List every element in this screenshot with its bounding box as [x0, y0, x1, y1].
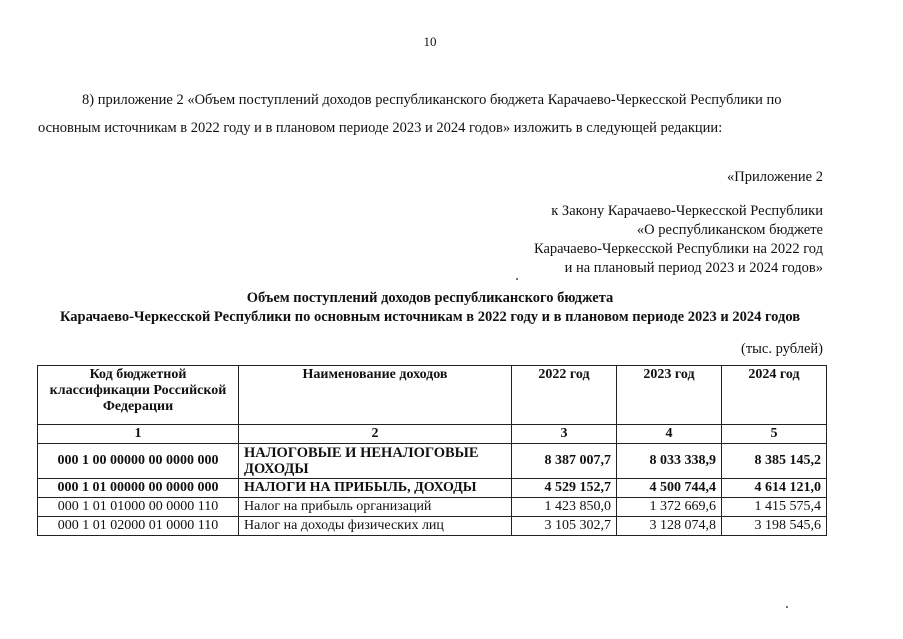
- row-value-2024: 8 385 145,2: [722, 444, 827, 479]
- intro-paragraph: [38, 86, 828, 142]
- document-title-line-2: Карачаево-Черкесской Республики по основным источникам в 2022 году и в плановом периоде 2023 и 2024 годов: [59, 309, 801, 325]
- column-number: 1: [38, 425, 239, 444]
- revenue-table: [37, 365, 827, 536]
- row-value-2022: 3 105 302,7: [512, 517, 617, 536]
- row-code: 000 1 01 00000 00 0000 000: [38, 479, 239, 498]
- appendix-law-line: «О республиканском бюджете: [636, 222, 823, 238]
- appendix-law-line: к Закону Карачаево-Черкесской Республики: [551, 203, 823, 219]
- column-number: 5: [722, 425, 827, 444]
- header-code: Код бюджетной классификации Российской Федерации: [38, 366, 239, 425]
- row-name: НАЛОГОВЫЕ И НЕНАЛОГОВЫЕ ДОХОДЫ: [239, 444, 512, 479]
- row-value-2022: 4 529 152,7: [512, 479, 617, 498]
- row-name: Налог на доходы физических лиц: [239, 517, 512, 536]
- row-code: 000 1 00 00000 00 0000 000: [38, 444, 239, 479]
- units-label: (тыс. рублей): [741, 341, 823, 357]
- row-value-2022: 8 387 007,7: [512, 444, 617, 479]
- row-value-2022: 1 423 850,0: [512, 498, 617, 517]
- row-value-2023: 8 033 338,9: [617, 444, 722, 479]
- row-value-2024: 1 415 575,4: [722, 498, 827, 517]
- document-title-line-1: Объем поступлений доходов республиканского бюджета: [246, 290, 614, 306]
- appendix-law-line: и на плановый период 2023 и 2024 годов»: [564, 260, 823, 276]
- table-header-row: [38, 366, 827, 425]
- header-2022: 2022 год: [512, 366, 617, 425]
- appendix-law-reference: [534, 202, 823, 278]
- table-row: [38, 479, 827, 498]
- header-2024: 2024 год: [722, 366, 827, 425]
- appendix-law-line: Карачаево-Черкесской Республики на 2022 год: [533, 241, 823, 257]
- column-number-row: [38, 425, 827, 444]
- row-value-2023: 3 128 074,8: [617, 517, 722, 536]
- row-value-2023: 4 500 744,4: [617, 479, 722, 498]
- intro-line-1: 8) приложение 2 «Объем поступлений доходов республиканского бюджета Карачаево-Черкесской Республики по: [82, 92, 782, 108]
- row-code: 000 1 01 01000 00 0000 110: [38, 498, 239, 517]
- row-name: НАЛОГИ НА ПРИБЫЛЬ, ДОХОДЫ: [239, 479, 512, 498]
- table-row: [38, 517, 827, 536]
- document-title: [0, 289, 860, 327]
- table-row: [38, 444, 827, 479]
- row-value-2024: 4 614 121,0: [722, 479, 827, 498]
- row-value-2024: 3 198 545,6: [722, 517, 827, 536]
- appendix-title: «Приложение 2: [727, 169, 823, 185]
- header-2023: 2023 год: [617, 366, 722, 425]
- row-name: Налог на прибыль организаций: [239, 498, 512, 517]
- intro-line-2: основным источникам в 2022 году и в плановом периоде 2023 и 2024 годов» изложить в следующей редакции:: [38, 120, 723, 136]
- column-number: 2: [239, 425, 512, 444]
- row-code: 000 1 01 02000 01 0000 110: [38, 517, 239, 536]
- column-number: 4: [617, 425, 722, 444]
- page-number: 10: [423, 34, 437, 49]
- row-value-2023: 1 372 669,6: [617, 498, 722, 517]
- table-row: [38, 498, 827, 517]
- column-number: 3: [512, 425, 617, 444]
- header-name: Наименование доходов: [239, 366, 512, 425]
- scan-speck: [786, 606, 788, 608]
- scan-speck: [516, 278, 518, 280]
